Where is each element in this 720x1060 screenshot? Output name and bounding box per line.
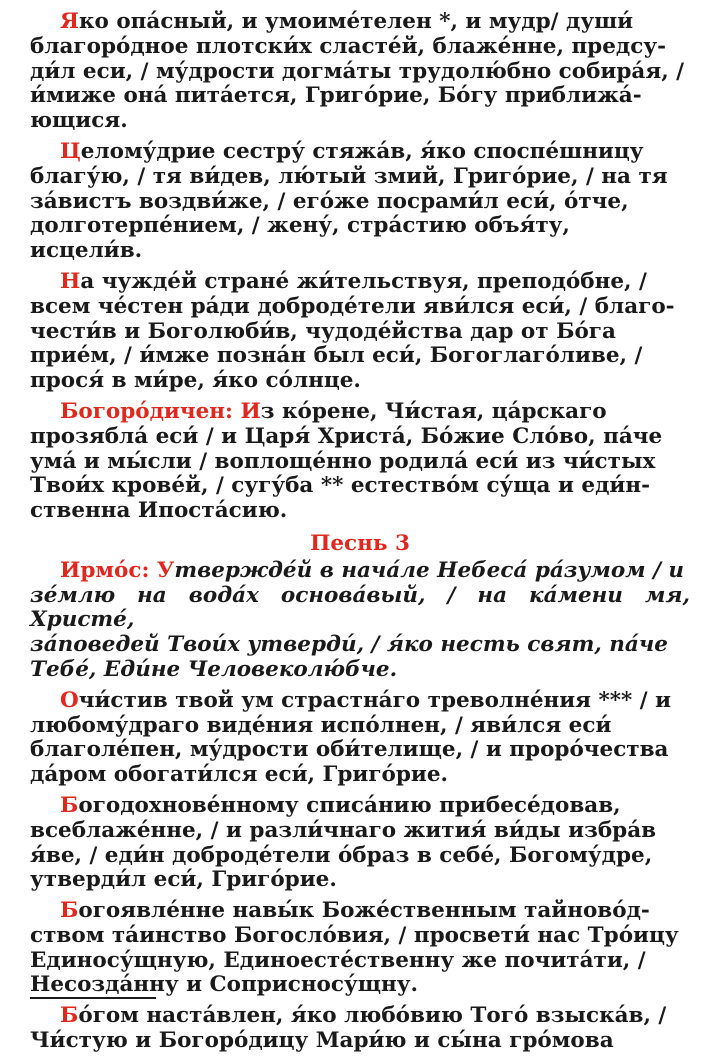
line-text: благоро́дное плотски́х сласте́й, блаже́нне, предсу- xyxy=(30,33,667,59)
troparion-stanza xyxy=(30,794,690,893)
text-line xyxy=(30,190,690,215)
text-line xyxy=(30,474,690,499)
text-line xyxy=(30,450,690,475)
red-initial: О xyxy=(60,687,79,713)
line-text: ума́ и мы́сли / воплоще́нно родила́ еси́ из чи́стых xyxy=(30,448,656,474)
text-line xyxy=(30,763,690,788)
text-line xyxy=(30,584,690,634)
text-line xyxy=(30,559,690,584)
text-line xyxy=(30,738,690,763)
line-text: Твои́х крове́й, / сугу́ба ** естество́м су́ща и еди́н- xyxy=(30,473,651,499)
text-line xyxy=(30,320,690,345)
line-text: чи́стив твой ум страстна́го треволне́ния *** / и xyxy=(78,687,672,713)
line-text: ственна Ипоста́сию. xyxy=(30,498,288,524)
troparion-stanza xyxy=(30,899,690,998)
troparion-stanza xyxy=(30,10,690,134)
troparion-stanza xyxy=(30,140,690,264)
line-text: прося́ в ми́ре, я́ко со́лнце. xyxy=(30,368,361,394)
line-text: за́поведей Твои́х утверди́, / я́ко несть свят, па́че xyxy=(30,632,668,658)
text-line xyxy=(30,633,690,658)
line-text: да́ром обогати́лся еси́, Григо́рие. xyxy=(30,762,448,788)
text-line xyxy=(30,270,690,295)
line-text: всеблаже́нне, / и разли́чнаго жития́ ви́ды избра́в xyxy=(30,817,657,843)
red-initial: Б xyxy=(60,792,79,818)
text-line xyxy=(30,369,690,394)
line-text: ко опа́сный, и умоиме́телен *, и мудр/ души́ xyxy=(78,9,634,34)
line-text: Несозда́нну и Соприсносу́щну. xyxy=(30,972,418,998)
line-text: ющися. xyxy=(30,108,128,134)
line-text: огодохнове́нному списа́нию прибесе́довав, xyxy=(78,792,621,818)
troparion-stanza xyxy=(30,1004,690,1054)
text-line xyxy=(30,899,690,924)
red-initial: Н xyxy=(60,268,81,294)
text-line xyxy=(30,10,690,35)
text-line xyxy=(30,1029,690,1054)
troparion-stanza xyxy=(30,400,690,524)
text-line xyxy=(30,344,690,369)
line-text: благоле́пен, му́дрости оби́телище, / и проро́чества xyxy=(30,737,669,763)
line-text: Чи́стую и Богоро́дицу Мари́ю и сы́на гро́мова xyxy=(30,1028,614,1054)
line-text: огоявле́нне навы́к Боже́ственным тайново́д- xyxy=(78,898,650,924)
line-text: прозябла́ еси́ / и Царя́ Христа́, Бо́жие Сло́во, па́че xyxy=(30,423,663,449)
text-line xyxy=(30,1004,690,1029)
text-line xyxy=(30,140,690,165)
line-text: исцели́в. xyxy=(30,238,143,264)
text-line xyxy=(30,924,690,949)
line-text: ством та́инство Богосло́вия, / просвети́ нас Тро́ицу xyxy=(30,922,679,948)
red-initial: Богоро́дичен: И xyxy=(60,398,261,424)
line-text: зе́млю на вода́х основа́вый, / на ка́мени мя, Христе́, xyxy=(30,582,690,633)
line-text: о́гом наста́влен, я́ко любо́вию Того́ взыска́в, / xyxy=(78,1003,667,1029)
text-line xyxy=(30,165,690,190)
line-text: любому́драго виде́ния испо́лнен, / яви́лся еси́ xyxy=(30,712,612,738)
line-text: благу́ю, / тя ви́дев, лю́тый змий, Григо́рие, / на тя xyxy=(30,163,668,189)
line-text: елому́дрие сестру́ стяжа́в, я́ко споспе́шницу xyxy=(80,138,644,164)
text-line xyxy=(30,714,690,739)
song-heading: Песнь 3 xyxy=(310,530,410,556)
line-text: твержде́й в нача́ле Небеса́ ра́зумом / и xyxy=(174,557,685,583)
line-text: утверди́л еси́, Григо́рие. xyxy=(30,867,337,893)
text-line xyxy=(30,239,690,264)
text-line xyxy=(30,60,690,85)
text-line xyxy=(30,295,690,320)
text-line xyxy=(30,109,690,134)
line-text: з ко́рене, Чи́стая, ца́рскаго xyxy=(260,398,607,424)
text-line xyxy=(30,949,690,974)
text-line xyxy=(30,425,690,450)
line-text: ди́л еси, / му́дрости догма́ты трудолю́бно собира́я, / xyxy=(30,58,685,84)
text-line xyxy=(30,214,690,239)
line-text: за́вистъ воздви́же, / его́же посрами́л еси́, о́тче, xyxy=(30,188,629,214)
text-line xyxy=(30,868,690,893)
line-text: Тебе́, Еди́не Человеколю́бче. xyxy=(30,656,398,682)
irmos-stanza xyxy=(30,559,690,683)
text-line xyxy=(30,819,690,844)
red-initial: Ирмо́с: У xyxy=(60,557,175,583)
line-text: а чужде́й стране́ жи́тельствуя, преподо́бне, / xyxy=(80,268,647,294)
text-line xyxy=(30,794,690,819)
line-text: я́ве, / еди́н доброде́тели о́браз в себе́, Богому́дре, xyxy=(30,842,653,868)
line-text: Единосу́щную, Единоесте́ственну же почита́ти, / xyxy=(30,947,646,973)
line-text: прие́м, / и́мже позна́н был еси́, Богоглаго́ливе, / xyxy=(30,343,643,369)
red-initial: Ц xyxy=(60,138,81,164)
text-line xyxy=(30,499,690,524)
line-text: и́миже она́ пита́ется, Григо́рие, Бо́гу приближа́- xyxy=(30,83,642,109)
text-line xyxy=(30,84,690,109)
line-text: долготерпе́нием, / жену́, стра́стию объя́ту, xyxy=(30,213,570,239)
text-line xyxy=(30,658,690,683)
red-initial: Б xyxy=(60,1003,79,1029)
red-initial: Б xyxy=(60,898,79,924)
liturgical-text-page xyxy=(30,10,690,1060)
line-text: всем че́стен ра́ди доброде́тели яви́лся еси́, / благо- xyxy=(30,293,675,319)
text-line xyxy=(30,689,690,714)
text-line xyxy=(30,400,690,425)
text-line xyxy=(30,35,690,60)
text-line xyxy=(30,844,690,869)
line-text: чести́в и Боголюби́в, чудоде́йства дар от Бо́га xyxy=(30,318,616,344)
red-initial: Я xyxy=(60,9,79,34)
text-line xyxy=(30,973,690,998)
troparion-stanza xyxy=(30,270,690,394)
troparion-stanza xyxy=(30,689,690,788)
footnote-separator xyxy=(30,997,156,999)
